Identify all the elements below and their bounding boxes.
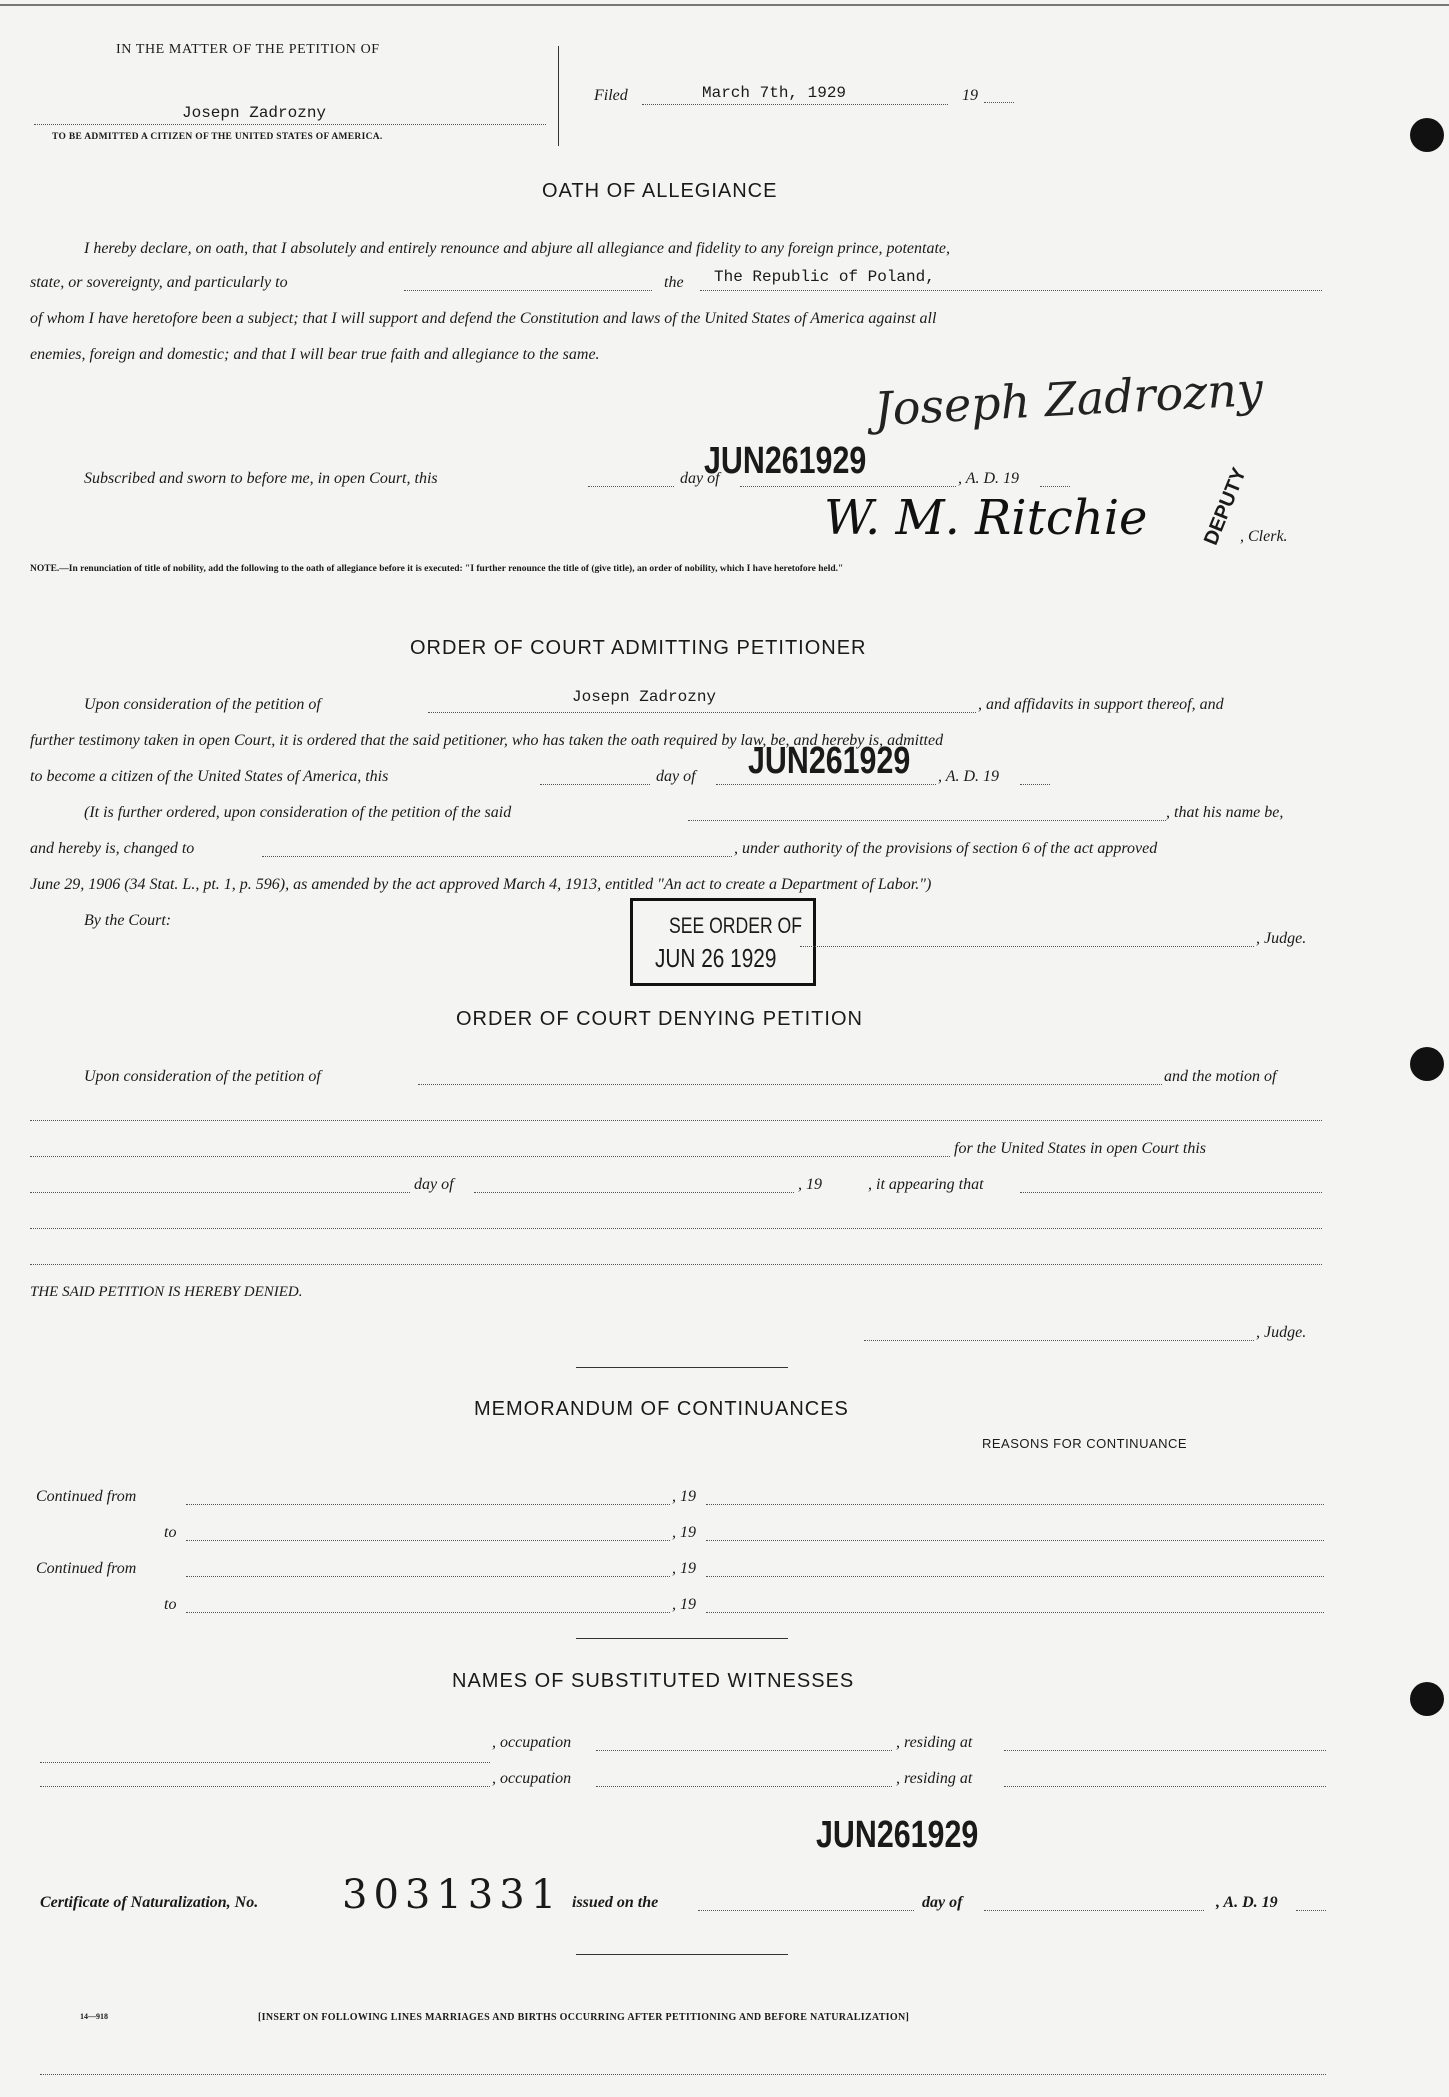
admit-judge: , Judge. <box>1256 930 1307 947</box>
continuance-row-2-year: , 19 <box>672 1524 696 1541</box>
admit-year-line <box>1020 784 1050 785</box>
continuance-row-4-line <box>186 1612 670 1613</box>
deny-day-line <box>30 1192 410 1193</box>
oath-line-3: of whom I have heretofore been a subject; that I will support and defend the Constitution and laws of the United States of America against all <box>30 310 937 327</box>
form-number: 14—918 <box>80 2012 108 2021</box>
admit-date-stamp: JUN261929 <box>748 740 911 782</box>
witness-1-residing-line <box>1004 1750 1326 1751</box>
subscribed-day-line <box>588 486 674 487</box>
admit-day-line <box>540 784 650 785</box>
continuance-row-1-line <box>186 1504 670 1505</box>
admit-day-of: day of <box>656 768 696 785</box>
filed-year-line <box>984 102 1014 103</box>
deny-day-of: day of <box>414 1176 454 1193</box>
deny-title: ORDER OF COURT DENYING PETITION <box>456 1008 863 1030</box>
oath-line-1: I hereby declare, on oath, that I absolutely and entirely renounce and abjure all allegiance and fidelity to any foreign prince, potentate, <box>84 240 951 257</box>
deny-denied: THE SAID PETITION IS HEREBY DENIED. <box>30 1284 303 1300</box>
top-edge-line <box>0 4 1449 6</box>
deny-judge: , Judge. <box>1256 1324 1307 1341</box>
witness-1-name-line <box>40 1762 490 1763</box>
deny-month-line <box>474 1192 794 1193</box>
oath-line-2-prefix: state, or sovereignty, and particularly to <box>30 274 288 291</box>
admit-line: TO BE ADMITTED A CITIZEN OF THE UNITED STATES OF AMERICA. <box>52 132 383 142</box>
admit-changed-line <box>262 856 732 857</box>
certificate-label: Certificate of Naturalization, No. <box>40 1894 259 1911</box>
witness-2-occupation-line <box>596 1786 892 1787</box>
petitioner-signature: Joseph Zadrozny <box>872 361 1265 437</box>
witness-2-residing-label: , residing at <box>896 1770 973 1787</box>
footer-blank-line <box>40 2074 1326 2075</box>
certificate-day-of: day of <box>922 1894 963 1911</box>
section-rule <box>576 1954 788 1955</box>
deny-line-2-suffix: for the United States in open Court this <box>954 1140 1206 1157</box>
admit-month-line <box>716 784 936 785</box>
oath-sovereign-line-b <box>700 290 1322 291</box>
filed-year-suffix: 19 <box>962 87 978 104</box>
witnesses-title: NAMES OF SUBSTITUTED WITNESSES <box>452 1670 855 1692</box>
deny-blank-line-3 <box>30 1264 1322 1265</box>
witness-date-stamp: JUN261929 <box>816 1814 979 1856</box>
admit-line-3-prefix: to become a citizen of the United States of America, this <box>30 768 389 785</box>
deputy-stamp: DEPUTY <box>1200 464 1251 549</box>
continuance-row-4-label: to <box>164 1596 177 1613</box>
admit-line-5-suffix: , under authority of the provisions of section 6 of the act approved <box>734 840 1158 857</box>
admit-line-5-prefix: and hereby is, changed to <box>30 840 195 857</box>
clerk-signature: W. M. Ritchie <box>824 490 1148 546</box>
continuance-row-2-line <box>186 1540 670 1541</box>
continuance-row-3-line <box>186 1576 670 1577</box>
admit-line-6: June 29, 1906 (34 Stat. L., pt. 1, p. 596), as amended by the act approved March 4, 1913, entitled "An act to create a Department of Labor.") <box>30 876 932 893</box>
deny-line-1-prefix: Upon consideration of the petition of <box>84 1068 321 1085</box>
punch-hole <box>1410 1682 1444 1716</box>
continuance-row-3-reason <box>706 1576 1324 1577</box>
deny-petitioner-line <box>418 1084 1162 1085</box>
continuance-row-3-year: , 19 <box>672 1560 696 1577</box>
witness-2-name-line <box>40 1786 490 1787</box>
petitioner-line <box>34 124 546 125</box>
certificate-ad: , A. D. 19 <box>1216 1894 1278 1911</box>
punch-hole <box>1410 1047 1444 1081</box>
continuance-row-4-year: , 19 <box>672 1596 696 1613</box>
witness-1-occupation-label: , occupation <box>492 1734 572 1751</box>
subscribed-ad: , A. D. 19 <box>958 470 1020 487</box>
certificate-year-line <box>1296 1910 1326 1911</box>
oath-line-4: enemies, foreign and domestic; and that I will bear true faith and allegiance to the same. <box>30 346 600 363</box>
continuance-row-4-reason <box>706 1612 1324 1613</box>
oath-title: OATH OF ALLEGIANCE <box>542 180 778 202</box>
continuances-title: MEMORANDUM OF CONTINUANCES <box>474 1398 849 1420</box>
petitioner-name: Josepn Zadrozny <box>182 104 327 122</box>
witness-2-residing-line <box>1004 1786 1326 1787</box>
admit-line-2: further testimony taken in open Court, it is ordered that the said petitioner, who has taken the oath required by law, be, and hereby is, admitted <box>30 732 944 749</box>
continuance-row-3-label: Continued from <box>36 1560 137 1577</box>
continuance-row-1-reason <box>706 1504 1324 1505</box>
punch-hole <box>1410 118 1444 152</box>
see-order-box <box>630 898 816 986</box>
admit-name-line <box>688 820 1166 821</box>
section-rule <box>576 1367 788 1368</box>
deny-line-1-suffix: and the motion of <box>1164 1068 1277 1085</box>
admit-title: ORDER OF COURT ADMITTING PETITIONER <box>410 637 867 659</box>
deny-appearing-line <box>1020 1192 1322 1193</box>
filed-line <box>642 104 948 105</box>
filed-label: Filed <box>594 87 628 104</box>
deny-attorney-line <box>30 1156 950 1157</box>
matter-title: IN THE MATTER OF THE PETITION OF <box>116 42 380 57</box>
continuance-row-2-reason <box>706 1540 1324 1541</box>
continuance-row-2-label: to <box>164 1524 177 1541</box>
admit-line-4-suffix: , that his name be, <box>1166 804 1284 821</box>
continuance-row-1-year: , 19 <box>672 1488 696 1505</box>
by-the-court: By the Court: <box>84 912 172 929</box>
admit-line-1-suffix: , and affidavits in support thereof, and <box>978 696 1224 713</box>
subscribed-text: Subscribed and sworn to before me, in open Court, this <box>84 470 438 487</box>
subscribed-day-of: day of <box>680 470 720 487</box>
oath-line-2-the: the <box>664 274 684 291</box>
section-rule <box>576 1638 788 1639</box>
witness-1-occupation-line <box>596 1750 892 1751</box>
certificate-number: 3031331 <box>342 1872 563 1918</box>
deny-blank-line-1 <box>30 1120 1322 1121</box>
admit-petitioner-line <box>428 712 976 713</box>
certificate-issued-line <box>698 1910 914 1911</box>
nobility-note: NOTE.—In renunciation of title of nobility, add the following to the oath of allegiance before it is executed: "I further renounce the title of (give title), an order of nobility, which I have heretofore held." <box>30 564 844 574</box>
see-order-line-1: SEE ORDER OF <box>669 913 802 938</box>
deny-blank-line-2 <box>30 1228 1322 1229</box>
certificate-month-line <box>984 1910 1204 1911</box>
deny-year: , 19 <box>798 1176 822 1193</box>
clerk-label: , Clerk. <box>1240 528 1288 545</box>
deny-judge-line <box>864 1340 1254 1341</box>
admit-line-4-prefix: (It is further ordered, upon consideration of the petition of the said <box>84 804 512 821</box>
oath-sovereign: The Republic of Poland, <box>714 268 935 286</box>
admit-judge-line <box>800 946 1254 947</box>
admit-line-1-prefix: Upon consideration of the petition of <box>84 696 321 713</box>
reasons-header: REASONS FOR CONTINUANCE <box>982 1436 1188 1451</box>
deny-appearing: , it appearing that <box>868 1176 984 1193</box>
admit-ad: , A. D. 19 <box>938 768 1000 785</box>
subscribed-year-line <box>1040 486 1070 487</box>
witness-2-occupation-label: , occupation <box>492 1770 572 1787</box>
continuance-row-1-label: Continued from <box>36 1488 137 1505</box>
admit-petitioner: Josepn Zadrozny <box>572 688 717 706</box>
witness-1-residing-label: , residing at <box>896 1734 973 1751</box>
insert-note: [INSERT ON FOLLOWING LINES MARRIAGES AND BIRTHS OCCURRING AFTER PETITIONING AND BEFORE NATURALIZATION] <box>258 2012 910 2023</box>
subscribed-month-line <box>740 486 956 487</box>
header-bracket <box>548 46 559 146</box>
filed-date: March 7th, 1929 <box>702 84 847 102</box>
see-order-line-2: JUN 26 1929 <box>655 943 777 973</box>
oath-sovereign-line-a <box>404 290 652 291</box>
oath-date-stamp: JUN261929 <box>704 440 867 482</box>
certificate-issued-on: issued on the <box>572 1894 659 1911</box>
